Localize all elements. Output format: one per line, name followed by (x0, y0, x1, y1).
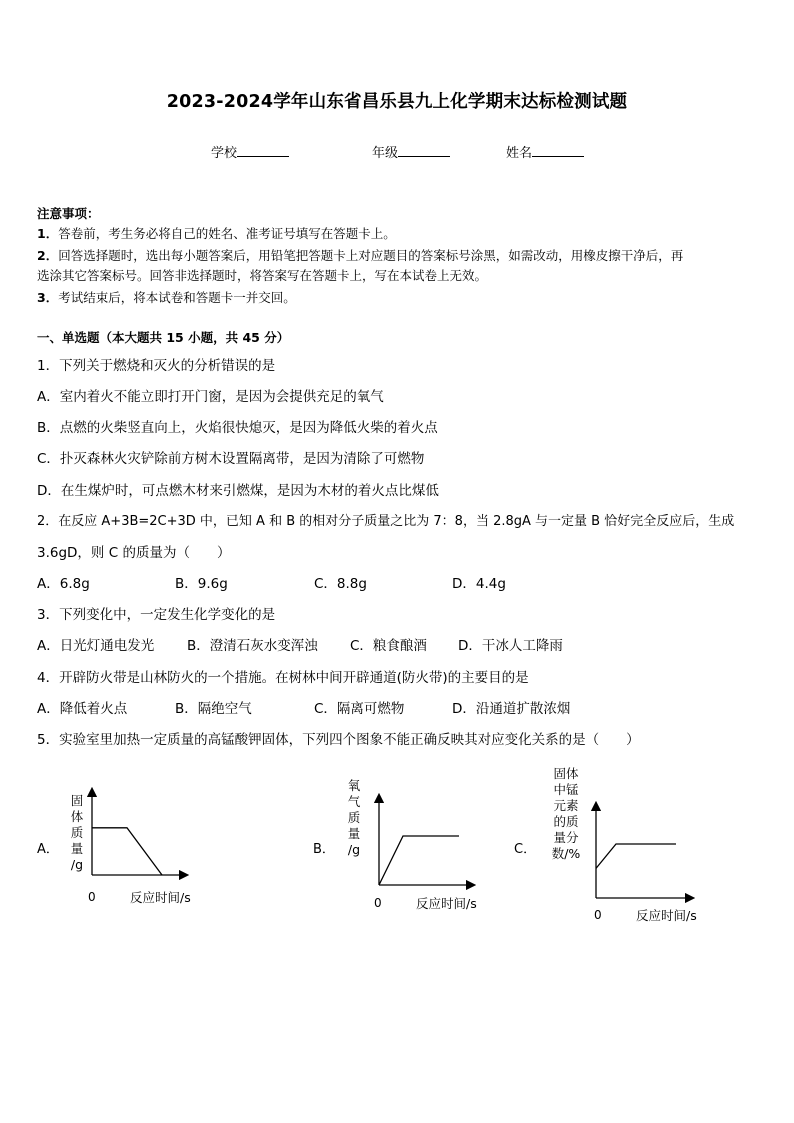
graph-b (367, 788, 477, 898)
graph-b-option: B． (313, 842, 335, 857)
q1-stem: 1．下列关于燃烧和灭火的分析错误的是 (37, 358, 276, 374)
q4-option-d: D．沿通道扩散浓烟 (452, 701, 571, 717)
section-heading: 一、单选题（本大题共 15 小题，共 45 分） (37, 330, 290, 345)
q3-stem: 3．下列变化中，一定发生化学变化的是 (37, 607, 276, 623)
graph-c-ylabel: 固体 中锰 元素 的质 量分 数/% (551, 766, 581, 861)
notice-heading: 注意事项： (37, 206, 100, 221)
q5-stem: 5．实验室里加热一定质量的高锰酸钾固体，下列四个图象不能正确反映其对应变化关系的是（ ） (37, 732, 640, 748)
q2-option-b: B．9.6g (175, 576, 228, 592)
graph-a-curve (92, 828, 162, 875)
q4-option-a: A．降低着火点 (37, 701, 128, 717)
name-field (506, 142, 584, 161)
graph-a (80, 782, 190, 892)
notice-item-1: 1．答卷前，考生务必将自己的姓名、准考证号填写在答题卡上。 (37, 226, 396, 241)
page-title: 2023-2024学年山东省昌乐县九上化学期末达标检测试题 (166, 92, 628, 112)
q3-option-d: D．干冰人工降雨 (458, 638, 563, 654)
school-label: 学校 (211, 146, 238, 161)
grade-field (372, 142, 450, 161)
graph-c-curve (596, 844, 676, 868)
name-label: 姓名 (506, 146, 533, 161)
q4-stem: 4．开辟防火带是山林防火的一个措施。在树林中间开辟通道(防火带)的主要目的是 (37, 670, 529, 686)
grade-blank (398, 144, 450, 157)
notice-item-2-cont: 选涂其它答案标号。回答非选择题时，将答案写在答题卡上，写在本试卷上无效。 (37, 268, 488, 283)
graph-b-ylabel: 氧 气 质 量 /g (347, 778, 361, 857)
q3-option-c: C．粮食酿酒 (350, 638, 427, 654)
q3-option-a: A．日光灯通电发光 (37, 638, 155, 654)
graph-a-xlabel: 反应时间/s (130, 890, 191, 905)
q1-option-c: C．扑灭森林火灾铲除前方树木设置隔离带，是因为清除了可燃物 (37, 451, 425, 467)
notice-item-2: 2．回答选择题时，选出每小题答案后，用铅笔把答题卡上对应题目的答案标号涂黑，如需改动，用橡皮擦干净后，再 (37, 248, 684, 263)
name-blank (532, 144, 584, 157)
graph-c (584, 796, 696, 908)
q2-option-a: A．6.8g (37, 576, 90, 592)
q2-option-d: D．4.4g (452, 576, 506, 592)
q1-option-a: A．室内着火不能立即打开门窗，是因为会提供充足的氧气 (37, 389, 384, 405)
school-field (211, 142, 289, 161)
graph-c-xlabel: 反应时间/s (636, 908, 697, 923)
q1-option-d: D．在生煤炉时，可点燃木材来引燃煤，是因为木材的着火点比煤低 (37, 483, 439, 499)
q1-option-b: B．点燃的火柴竖直向上，火焰很快熄灭，是因为降低火柴的着火点 (37, 420, 438, 436)
q2-stem-line1: 2．在反应 A+3B=2C+3D 中，已知 A 和 B 的相对分子质量之比为 7：8，当 2.8gA 与一定量 B 恰好完全反应后，生成 (37, 514, 735, 529)
q2-stem-line2: 3.6gD，则 C 的质量为（ ） (37, 545, 231, 561)
graph-a-ylabel: 固 体 质 量 /g (70, 793, 84, 872)
q4-option-b: B．隔绝空气 (175, 701, 252, 717)
graph-a-option: A． (37, 842, 59, 857)
notice-item-3: 3．考试结束后，将本试卷和答题卡一并交回。 (37, 290, 296, 305)
graph-c-option: C． (514, 842, 537, 857)
graph-c-origin: 0 (594, 908, 602, 922)
q4-option-c: C．隔离可燃物 (314, 701, 405, 717)
q3-option-b: B．澄清石灰水变浑浊 (187, 638, 318, 654)
graph-b-origin: 0 (374, 896, 382, 910)
graph-b-curve (379, 836, 459, 885)
grade-label: 年级 (372, 146, 399, 161)
graph-b-xlabel: 反应时间/s (416, 896, 477, 911)
q2-option-c: C．8.8g (314, 576, 367, 592)
graph-a-origin: 0 (88, 890, 96, 904)
school-blank (237, 144, 289, 157)
